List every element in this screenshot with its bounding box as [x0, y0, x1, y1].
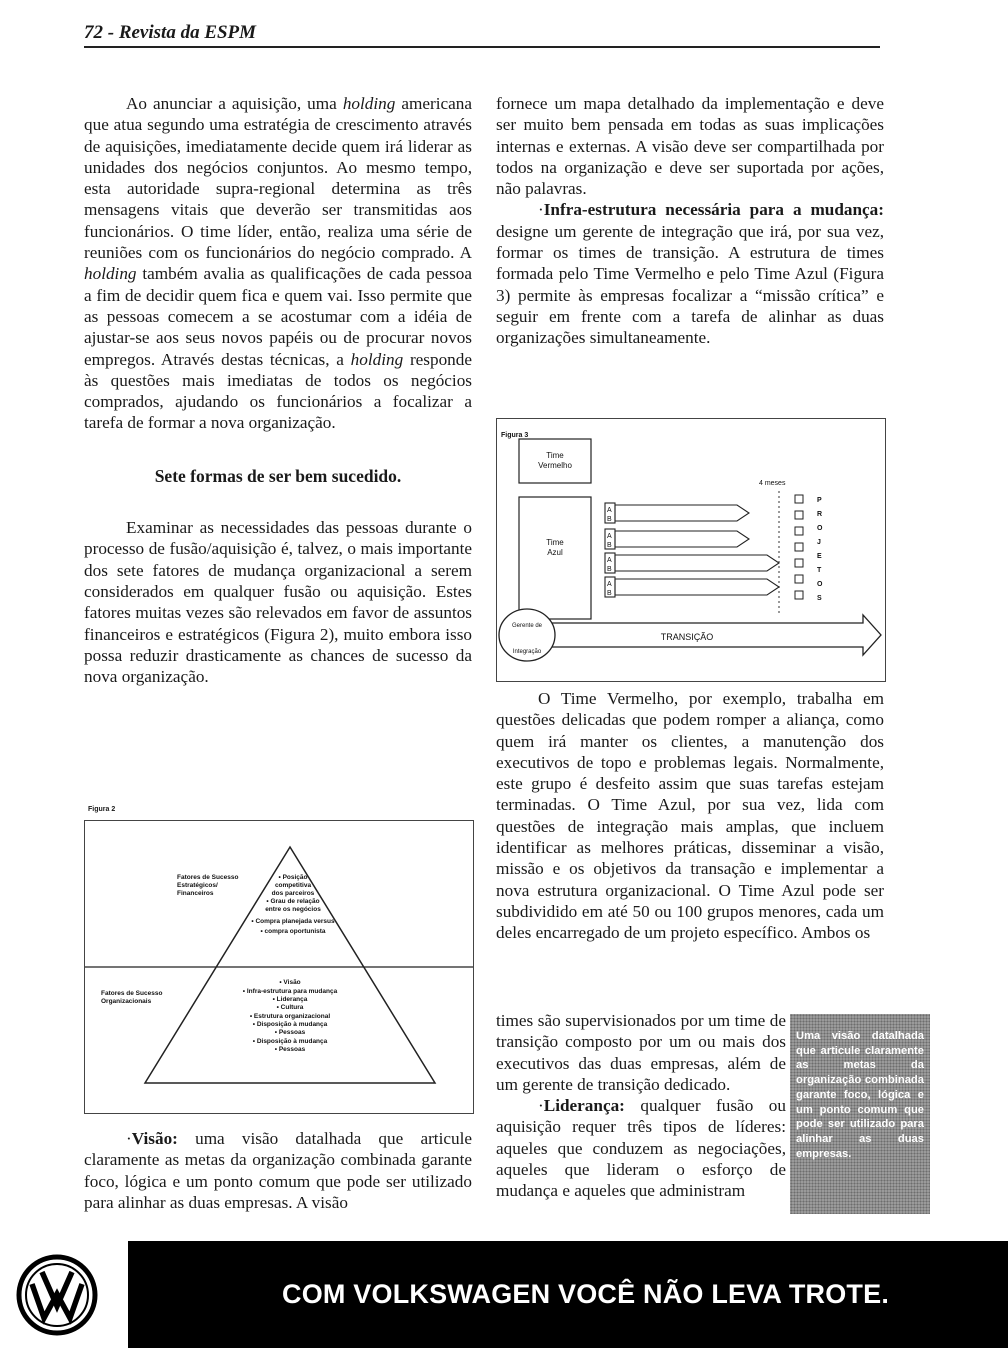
paragraph-supervisao: times são supervisionados por um time de transição composto por um ou mais dos executivos das duas empresas, além de um gerente de transição dedicado.: [496, 1011, 786, 1094]
projetos-letter-3: O: [817, 525, 823, 532]
paragraph-time-vermelho: O Time Vermelho, por exemplo, trabalha em questões delicadas que podem romper a aliança, como quem irá manter os clientes, a manutenção dos executivos de topo e problemas legais. Normalmente, este grupo é desfeito assim que suas tarefas estejam terminadas. O Time Azul, por sua vez, lida com questões de integração mais amplas, que incluem identificar as melhores práticas, disseminar a visão, missão e os objetivos da transação e implementar a nova estrutura organizacional. O Time Azul pode ser subdividido em até 50 ou 100 grupos menores, cada um deles encarregado de um projeto específico. Ambos os: [496, 689, 884, 943]
paragraph-seven-factors: Examinar as necessidades das pessoas durante o processo de fusão/aquisição é, talvez, o mais importante dos sete fatores de mudança organizacional a serem considerados em qualquer fusão ou aquisição. Estes fatores muitas vezes são relevados em favor de assuntos financeiros e estratégicos (Figura 2), muito embora isso possa reduzir drasticamente as chances de sucesso da nova organização.: [84, 518, 472, 687]
time-azul-box: [519, 497, 591, 619]
running-head-text: 72 - Revista da ESPM: [84, 22, 257, 43]
text-run: também avalia as qualificações de cada pessoa a fim de decidir quem fica e quem vai. Isso permite que as pessoas comecem a se acostumar com a idéia de ajustar-se aos seus novos papéis ou de procurar novos empregos. Através destas técnicas, a: [84, 264, 472, 369]
bottom-item-5: • Estrutura organizacional: [249, 1013, 331, 1020]
top-item-7: • compra oportunista: [260, 928, 326, 935]
top-item-1: • Posição: [278, 874, 308, 881]
top-item-4: • Grau de relação: [266, 898, 320, 905]
paragraph-visao: [84, 1128, 472, 1213]
projetos-letter-8: S: [817, 595, 822, 602]
project-arrow-2: [615, 531, 749, 547]
lideranca-text: qualquer fusão ou aquisição requer três tipos de líderes: aqueles que conduzem as negociações, aqueles que lideram o esforço de mudança e aqueles que administram: [496, 1096, 786, 1201]
project-arrow-3: [615, 555, 779, 571]
lideranca-lead: Liderança:: [543, 1096, 625, 1116]
bottom-left-label-2: Organizacionais: [101, 998, 152, 1005]
meses-label: 4 meses: [759, 480, 786, 487]
projetos-letter-1: P: [817, 497, 822, 504]
ab-a-2: A: [607, 533, 612, 540]
projetos-letter-2: R: [817, 511, 823, 518]
paragraph-lideranca: ·Liderança: qualquer fusão ou aquisição requer três tipos de líderes: aqueles que conduzem as negociações, aqueles que lideram o esforço de mudança e aqueles que administram: [496, 1096, 786, 1201]
italic-term: holding: [342, 94, 396, 113]
italic-term: holding: [84, 264, 137, 284]
italic-term: holding: [350, 349, 404, 369]
bottom-item-7: • Pessoas: [274, 1029, 306, 1036]
top-left-label-2: Estratégicos/: [177, 882, 218, 889]
top-item-2: competitiva: [274, 882, 312, 889]
ab-b-1: B: [607, 516, 612, 523]
top-item-3: dos parceiros: [271, 890, 315, 897]
time-azul-label-2: Azul: [547, 548, 563, 557]
pull-quote-box: [790, 1014, 930, 1214]
right-column-top: [496, 93, 884, 349]
bottom-left-label-1: Fatores de Sucesso: [101, 990, 163, 997]
pull-quote-text: Uma visão datalhada que articule claramente as metas da organização combinada garante foco, lógica e um ponto comum que pode ser utilizado para alinhar as duas empresas.: [796, 1030, 924, 1160]
gerente-label-1: Gerente de: [511, 623, 543, 629]
transicao-label: TRANSIÇÃO: [660, 632, 714, 642]
bottom-item-8: • Disposição à mudança: [252, 1038, 328, 1045]
paragraph-vision-cont: fornece um mapa detalhado da implementação e deve ser muito bem pensada em todas as suas implicações internas e externas. A visão deve ser compartilhada por todos na organização e deve ser suportada por ações, não palavras.: [496, 94, 884, 199]
section-title: Sete formas de ser bem sucedido.: [154, 465, 402, 486]
projetos-letter-4: J: [817, 539, 821, 546]
project-arrow-1: [615, 505, 749, 521]
pyramid-diagram: [85, 821, 473, 1113]
gerente-label-2: Integração: [512, 649, 542, 655]
time-azul-label-1: Time: [546, 538, 564, 547]
left-column: [84, 93, 472, 687]
paragraph-intro: [84, 93, 472, 434]
running-header: [84, 20, 880, 48]
visao-text: uma visão datalhada que articule claramente as metas da organização combinada garante foco, lógica e um ponto comum que pode ser utilizado para alinhar as duas empresas. A visão: [84, 1129, 472, 1212]
right-column-narrow: [496, 1010, 786, 1202]
infra-text: designe um gerente de integração que irá, por sua vez, formar os times de transição. A estrutura de times formada pelo Time Vermelho e pelo Time Azul (Figura 3) permite às empresas focalizar a “missão crítica” e seguir em frente com a tarefa de alinhar as duas organizações simultaneamente.: [496, 221, 884, 348]
text-run: responde às questões mais imediatas de todos os negócios comprados, ajudando os funcionários a focalizar a tarefa de formar a nova organização.: [84, 349, 473, 433]
bottom-item-4: • Cultura: [276, 1004, 304, 1011]
top-left-label-1: Fatores de Sucesso: [177, 874, 239, 881]
bottom-item-3: • Liderança: [272, 996, 308, 1003]
figure-2-label: Figura 2: [88, 806, 116, 813]
bottom-item-1: • Visão: [279, 979, 301, 986]
ab-a-1: A: [607, 507, 612, 514]
volkswagen-logo-icon: [16, 1254, 98, 1336]
projetos-letter-7: O: [817, 581, 823, 588]
projetos-letter-6: T: [817, 567, 822, 574]
visao-lead: Visão:: [131, 1129, 178, 1148]
ad-slogan: COM VOLKSWAGEN VOCÊ NÃO LEVA TROTE.: [282, 1279, 890, 1309]
visao-paragraph: ·Visão: uma visão datalhada que articule claramente as metas da organização combinada garante foco, lógica e um ponto comum que pode ser utilizado para alinhar as duas empresas. A visão: [84, 1129, 472, 1212]
ab-b-2: B: [607, 542, 612, 549]
ab-a-4: A: [607, 581, 612, 588]
time-vermelho-label-1: Time: [546, 451, 564, 460]
top-item-5: entre os negócios: [265, 906, 321, 913]
right-column-lower: [496, 688, 884, 944]
figure-2-pyramid: [84, 820, 474, 1114]
bottom-item-9: • Pessoas: [274, 1046, 306, 1053]
text-run: americana que atua segundo uma estratégia de crescimento através de aquisições, imediatamente decide quem irá liderar as unidades dos negócios conjuntos. Ao mesmo tempo, esta autoridade supra-regional determina as três mensagens vitais que deverão ser transmitidas aos funcionários. O time líder, então, realiza uma série de reuniões com os funcionários do negócio comprado. A: [84, 94, 472, 263]
ab-b-3: B: [607, 566, 612, 573]
ab-a-3: A: [607, 557, 612, 564]
infra-lead: Infra-estrutura necessária para a mudança:: [543, 200, 884, 220]
ab-b-4: B: [607, 590, 612, 597]
paragraph-infra: ·Infra-estrutura necessária para a mudança: designe um gerente de integração que irá, por sua vez, formar os times de transição. A estrutura de times formada pelo Time Vermelho e pelo Time Azul (Figura 3) permite às empresas focalizar a “missão crítica” e seguir em frente com a tarefa de alinhar as duas organizações simultaneamente.: [496, 200, 884, 348]
figure-3-teams: [496, 418, 886, 682]
bottom-item-6: • Disposição à mudança: [252, 1021, 328, 1028]
projetos-letter-5: E: [817, 553, 822, 560]
bottom-item-2: • Infra-estrutura para mudança: [242, 988, 338, 995]
time-vermelho-label-2: Vermelho: [538, 461, 572, 470]
teams-diagram: [497, 419, 885, 681]
top-item-6: • Compra planejada versus: [251, 918, 335, 925]
figure-3-label: Figura 3: [501, 432, 529, 439]
ad-banner: [128, 1241, 1008, 1348]
text-run: Ao anunciar a aquisição, uma: [126, 94, 343, 113]
top-left-label-3: Financeiros: [177, 890, 214, 897]
project-arrow-4: [615, 579, 779, 595]
